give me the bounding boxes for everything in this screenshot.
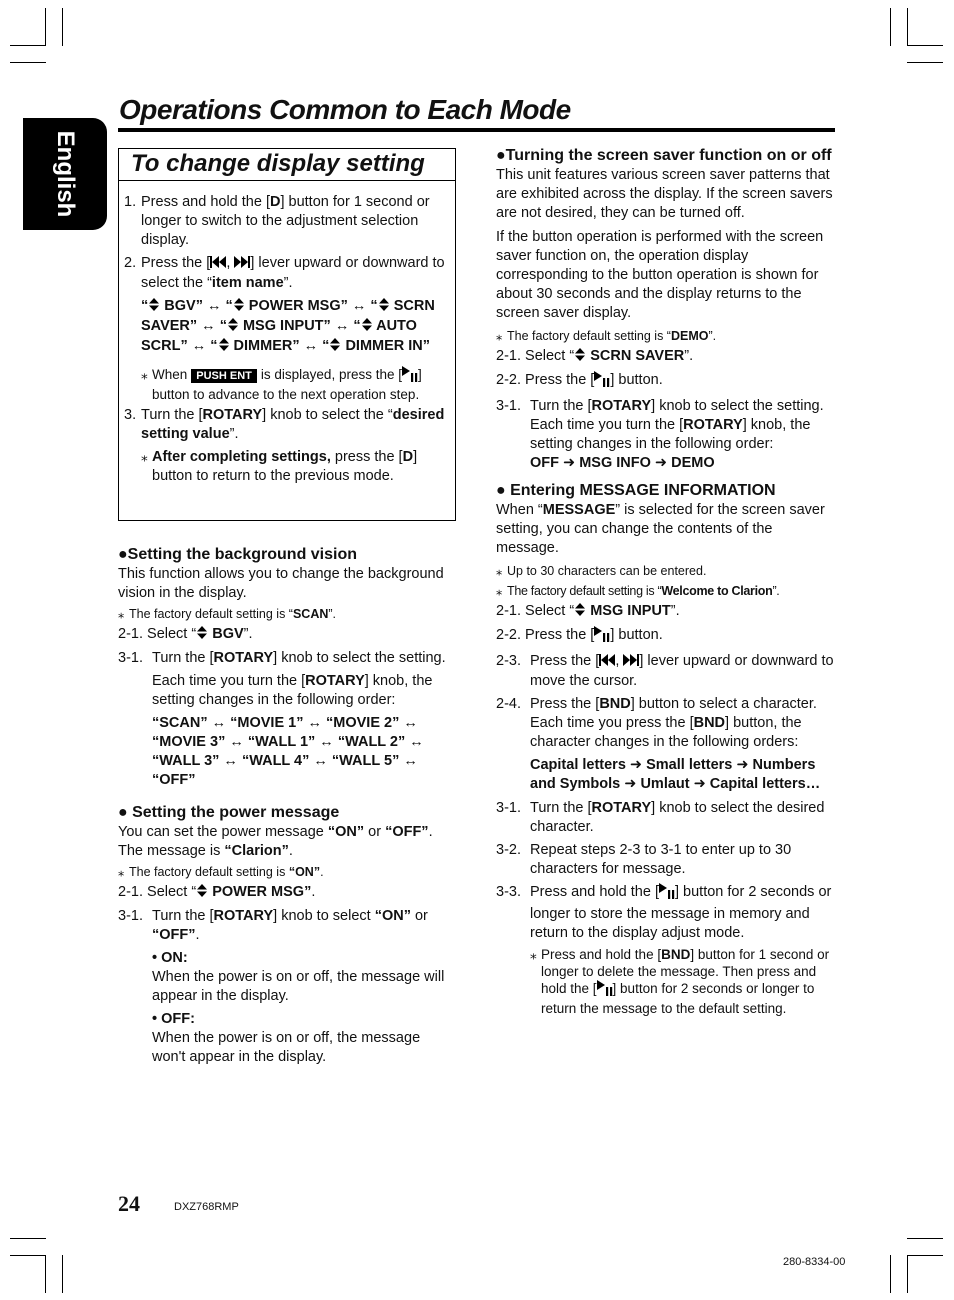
document-code: 280-8334-00 (783, 1256, 846, 1268)
title-rule (118, 128, 835, 132)
up-down-icon (234, 298, 244, 317)
play-pause-icon (402, 366, 418, 386)
msg-step-3-1: 3-1. Turn the [ROTARY] knob to select the desired character. (496, 800, 825, 835)
msg-step-2-1: 2-1. Select “ MSG INPUT”. (496, 602, 834, 622)
msg-step-2-2: 2-2. Press the [ ] button. (496, 626, 834, 648)
up-down-icon (362, 318, 372, 337)
saver-step-3-1: 3-1. Turn the [ROTARY] knob to select the setting. Each time you turn the [ROTARY] knob, the setting changes in the following order: (496, 398, 824, 452)
play-pause-icon (597, 980, 613, 1000)
up-down-icon (197, 884, 207, 903)
msg-description: When “MESSAGE” is selected for the screen saver setting, you can change the contents of the message. (496, 502, 825, 556)
msg-step-3-2: 3-2. Repeat steps 2-3 to 3-1 to enter up to 30 characters for message. (496, 842, 792, 877)
up-down-icon (228, 318, 238, 337)
msg-step-2-4: 2-4. Press the [BND] button to select a character. Each time you press the [BND] button, the character changes in the following orders: (496, 696, 817, 750)
up-down-icon (379, 298, 389, 317)
right-column (496, 146, 834, 1017)
saver-step-2-2: 2-2. Press the [ ] button. (496, 371, 834, 393)
language-tab (23, 118, 107, 230)
power-default-note: ⁎ The factory default setting is “ON”. (118, 865, 324, 879)
bgv-description: This function allows you to change the background vision in the display. (118, 566, 444, 601)
saver-order: OFF ➜ MSG INFO ➜ DEMO (530, 455, 715, 471)
skip-back-icon (599, 653, 615, 672)
saver-step-2-1: 2-1. Select “ SCRN SAVER”. (496, 347, 834, 367)
play-pause-icon (594, 371, 610, 393)
up-down-icon (330, 338, 340, 357)
saver-description-1: This unit features various screen saver patterns that are exhibited across the display. If the screen savers are not desired, they can be turned off. (496, 167, 833, 221)
skip-forward-icon (234, 255, 250, 274)
up-down-icon (197, 626, 207, 645)
power-on-label: • ON: (152, 950, 188, 966)
msg-step-2-3: 2-3. Press the [ , ] lever upward or downward to move the cursor. (496, 653, 834, 689)
msg-step-3-3: 3-3. Press and hold the [ ] button for 2 seconds or longer to store the message in memory and return to the display adjust mode. (496, 884, 832, 941)
menu-order: “ BGV” ↔ “ POWER MSG” ↔ “ SCRN SAVER” ↔ “ MSG INPUT” ↔ “ AUTO SCRL” ↔ “ DIMMER” ↔ “ DIMMER IN” (124, 297, 450, 357)
model-number: DXZ768RMP (174, 1201, 239, 1213)
saver-default-note: ⁎ The factory default setting is “DEMO”. (496, 329, 717, 343)
bgv-default-note: ⁎ The factory default setting is “SCAN”. (118, 607, 337, 621)
skip-forward-icon (623, 653, 639, 672)
after-settings-note: ⁎ After completing settings, press the [D] button to return to the previous mode. (141, 449, 418, 484)
power-on-text: When the power is on or off, the message will appear in the display. (152, 969, 445, 1004)
skip-back-icon (210, 255, 226, 274)
box-title-bar (119, 149, 455, 181)
up-down-icon (575, 348, 585, 367)
saver-heading: ●Turning the screen saver function on or off (496, 147, 832, 164)
up-down-icon (219, 338, 229, 357)
bgv-order: “SCAN” ↔ “MOVIE 1” ↔ “MOVIE 2” ↔ “MOVIE 3” ↔ “WALL 1” ↔ “WALL 2” ↔ “WALL 3” ↔ “WALL 4” ↔ “WALL 5” ↔ “OFF” (152, 715, 424, 788)
power-off-label: • OFF: (152, 1011, 195, 1027)
msg-note-chars: ⁎ Up to 30 characters can be entered. (496, 564, 707, 578)
push-ent-badge: PUSH ENT (191, 369, 257, 383)
up-down-icon (149, 298, 159, 317)
push-ent-note: ⁎ When PUSH ENT is displayed, press the [ ] button to advance to the next operation step. (141, 367, 422, 402)
msg-default-note: ⁎ The factory default setting is “Welcome to Clarion”. (496, 584, 780, 598)
bgv-step-2-1: 2-1. Select “ BGV”. (118, 625, 454, 645)
bgv-each-time: Each time you turn the [ROTARY] knob, the setting changes in the following order: (152, 673, 433, 708)
play-pause-icon (659, 883, 675, 905)
msg-char-order: Capital letters ➜ Small letters ➜ Numbers and Symbols ➜ Umlaut ➜ Capital letters… (530, 757, 821, 792)
bgv-heading: ●Setting the background vision (118, 546, 358, 563)
box-title: To change display setting (131, 150, 425, 177)
power-heading: ● Setting the power message (118, 804, 340, 821)
language-tab-label: English (52, 130, 79, 218)
up-down-icon (575, 603, 585, 622)
saver-description-2: If the button operation is performed with the screen saver function on, the operation display corresponding to the button operation is shown for about 30 seconds and the display returns to the screen saver display. (496, 229, 824, 321)
left-column (118, 545, 454, 1067)
play-pause-icon (594, 626, 610, 648)
power-step-2-1: 2-1. Select “ POWER MSG”. (118, 883, 454, 903)
bgv-step-3-1: 3-1. Turn the [ROTARY] knob to select the setting. (118, 650, 446, 666)
box-content (124, 193, 450, 486)
page-number: 24 (118, 1191, 140, 1216)
page-title: Operations Common to Each Mode (119, 94, 571, 125)
msg-heading: ● Entering MESSAGE INFORMATION (496, 482, 776, 499)
box-step-1: 1. Press and hold the [D] button for 1 second or longer to switch to the adjustment selection display. (124, 194, 430, 248)
power-description: You can set the power message “ON” or “OFF”. The message is “Clarion”. (118, 824, 433, 859)
power-off-text: When the power is on or off, the message won't appear in the display. (152, 1030, 421, 1065)
power-step-3-1: 3-1. Turn the [ROTARY] knob to select “ON” or “OFF”. (118, 908, 428, 943)
box-step-3: 3. Turn the [ROTARY] knob to select the “desired setting value”. (124, 407, 445, 442)
box-step-2: 2. Press the [ , ] lever upward or downward to select the “item name”. (124, 255, 445, 291)
display-setting-box (118, 148, 456, 521)
msg-bnd-note: ⁎ Press and hold the [BND] button for 1 second or longer to delete the message. Then press and hold the [ ] button for 2 seconds or longer to return the message to the default setting. (530, 947, 830, 1016)
